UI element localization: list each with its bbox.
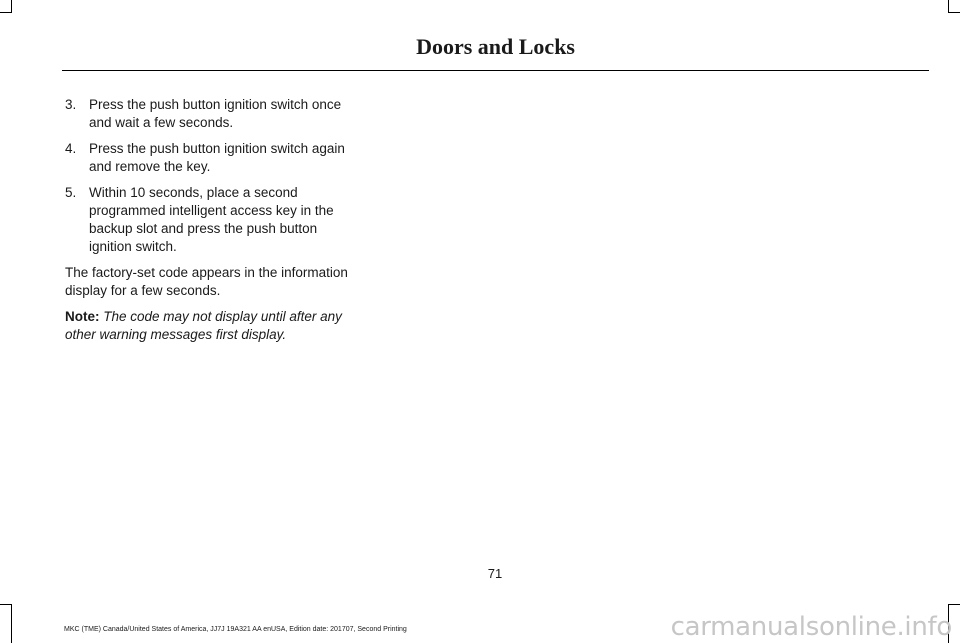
- crop-mark-bottom-right-horizontal: [948, 604, 960, 605]
- section-title: Doors and Locks: [416, 34, 575, 59]
- procedure-steps: [65, 96, 350, 256]
- note-label: Note:: [65, 309, 100, 324]
- header-divider: [62, 70, 929, 71]
- body-paragraph: The factory-set code appears in the information display for a few seconds.: [65, 265, 348, 298]
- main-content: [65, 96, 350, 352]
- watermark: carmanualsonline.info: [670, 612, 952, 642]
- note-text: The code may not display until after any other warning messages first display.: [65, 309, 342, 342]
- crop-mark-top-right-vertical: [948, 0, 949, 12]
- crop-mark-bottom-left-vertical: [11, 604, 12, 643]
- step-text: Within 10 seconds, place a second programmed intelligent access key in the backup slot and press the push button ignition switch.: [89, 185, 334, 254]
- crop-mark-top-left-vertical: [11, 0, 12, 12]
- crop-mark-top-right-horizontal: [948, 12, 960, 13]
- crop-mark-top-left-horizontal: [0, 12, 12, 13]
- step-number: 5.: [65, 185, 77, 200]
- page-number: 71: [487, 566, 503, 581]
- note: [65, 308, 350, 344]
- step-number: 4.: [65, 141, 77, 156]
- step-text: Press the push button ignition switch again and remove the key.: [89, 141, 345, 174]
- step-item: [65, 140, 350, 176]
- crop-mark-bottom-left-horizontal: [0, 604, 12, 605]
- step-item: [65, 184, 350, 256]
- edition-info: MKC (TME) Canada/United States of America, JJ7J 19A321 AA enUSA, Edition date: 201707, Second Printing: [64, 626, 407, 633]
- step-text: Press the push button ignition switch once and wait a few seconds.: [89, 97, 342, 130]
- step-item: [65, 96, 350, 132]
- step-number: 3.: [65, 97, 77, 112]
